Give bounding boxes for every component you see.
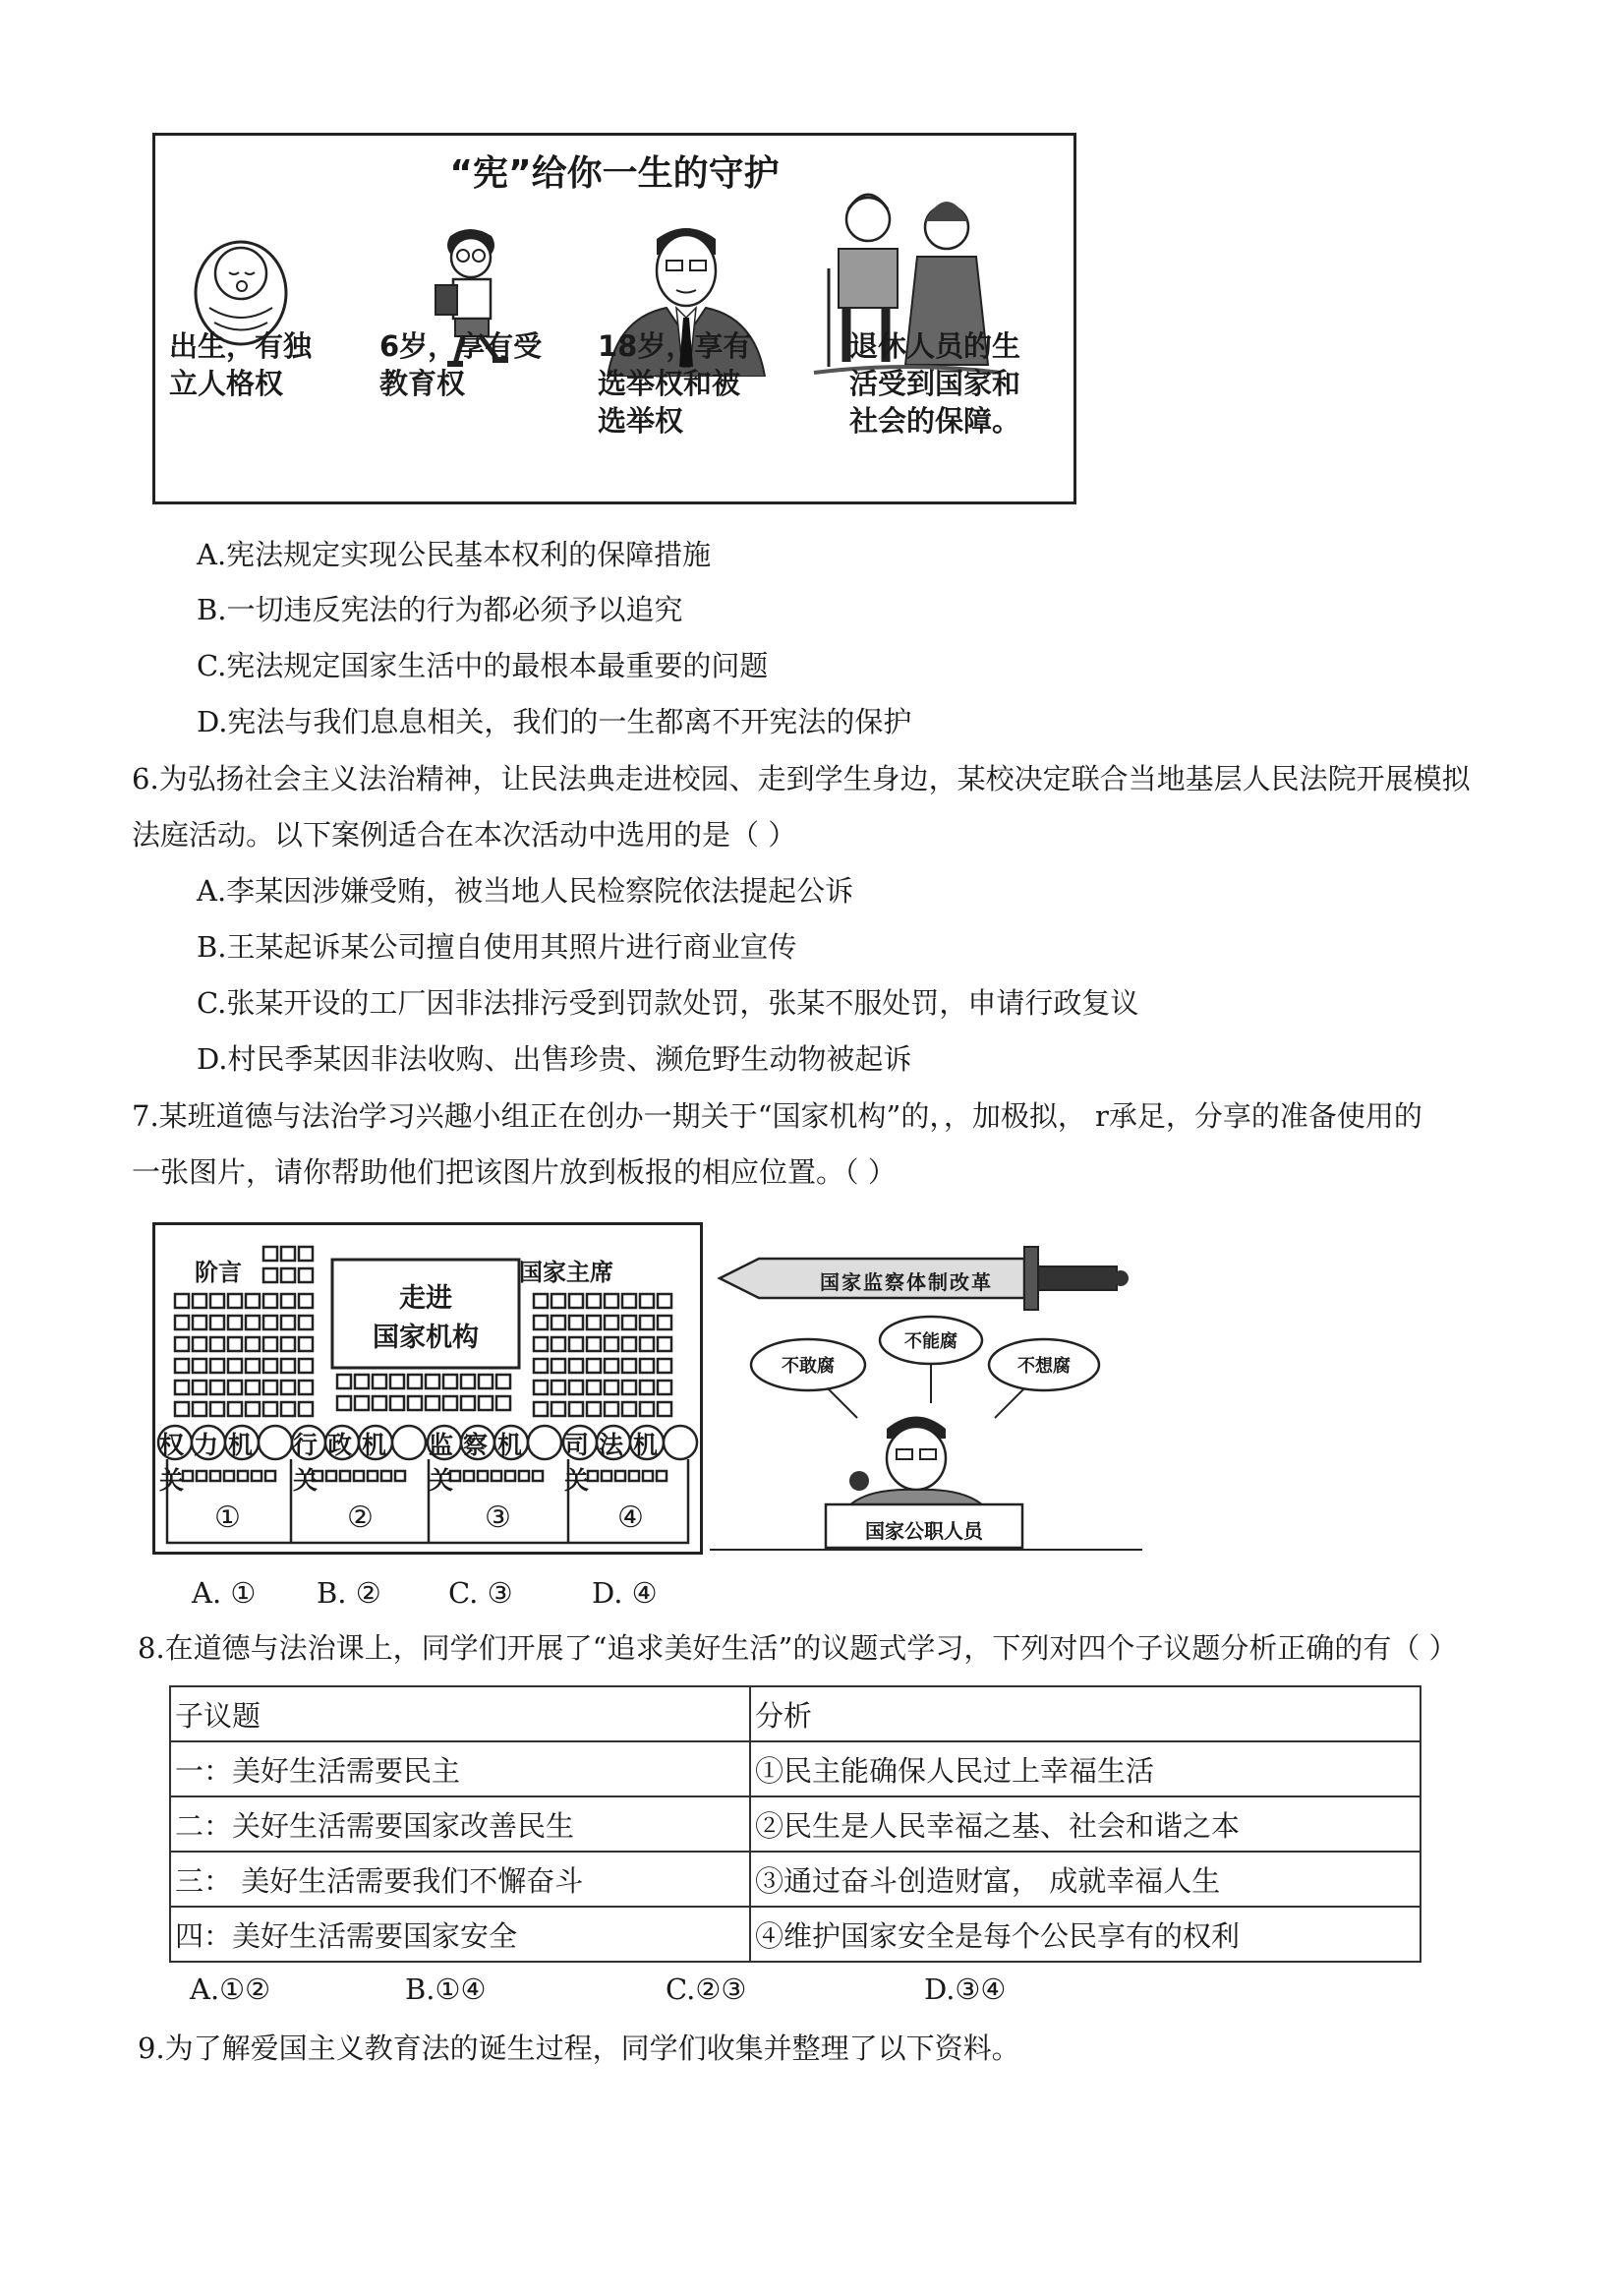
q6-option-c[interactable]: C.张某开设的工厂因非法排污受到罚款处罚，张某不服处罚，申请行政复议 <box>197 986 1139 1020</box>
q7-stem-line1: 7.某班道德与法治学习兴趣小组正在创办一期关于“国家机构”的，，加极拟， r承足，分享的准备使用的 <box>132 1099 1422 1133</box>
table-header-cell: 分析 <box>750 1686 1421 1741</box>
table-cell: ④维护国家安全是每个公民享有的权利 <box>750 1907 1421 1962</box>
board-organ-judicial: 司法机关 <box>564 1431 668 1495</box>
q5-option-c[interactable]: C.宪法规定国家生活中的最根本最重要的问题 <box>197 649 769 682</box>
board-organ-legislative: 权力机关 <box>159 1431 263 1495</box>
q6-stem-line1: 6.为弘扬社会主义法治精神，让民法典走进校园、走到学生身边，某校决定联合当地基层人民法院开展模拟 <box>132 762 1471 795</box>
q8-option-a[interactable]: A.①② <box>190 1972 271 2006</box>
table-cell: 三： 美好生活需要我们不懈奋斗 <box>170 1852 750 1907</box>
q8-option-d[interactable]: D.③④ <box>924 1972 1007 2006</box>
state-organs-board-figure <box>152 1222 703 1555</box>
constitution-lifetime-figure <box>152 133 1076 504</box>
table-header-row <box>170 1686 1421 1741</box>
q6-option-a[interactable]: A.李某因涉嫌受贿，被当地人民检察院依法提起公诉 <box>197 874 854 908</box>
board-left-label: 阶言 <box>195 1259 242 1286</box>
table-cell: 四：美好生活需要国家安全 <box>170 1907 750 1962</box>
table-cell: 一：美好生活需要民主 <box>170 1741 750 1796</box>
q6-stem-line2: 法庭活动。以下案例适合在本次活动中选用的是（ ） <box>132 818 797 852</box>
board-slot-4[interactable]: ④ <box>617 1501 644 1535</box>
q7-stem-line2: 一张图片，请你帮助他们把该图片放到板报的相应位置。（ ） <box>132 1155 897 1189</box>
figure-title: “宪”给你一生的守护 <box>449 153 780 194</box>
sub-topic-table <box>169 1685 1421 1963</box>
q5-option-d[interactable]: D.宪法与我们息息相关，我们的一生都离不开宪法的保护 <box>197 705 912 738</box>
table-row <box>170 1907 1421 1962</box>
table-cell: ②民生是人民幸福之基、社会和谐之本 <box>750 1796 1421 1852</box>
stage-age6-caption: 6岁，享有受教育权 <box>379 329 543 400</box>
table-cell: ①民主能确保人民过上幸福生活 <box>750 1741 1421 1796</box>
bubble-right-text: 不想腐 <box>1017 1356 1071 1377</box>
board-organ-supervisory: 监察机关 <box>429 1431 533 1495</box>
q5-option-b[interactable]: B.一切违反宪法的行为都必须予以追究 <box>197 593 683 626</box>
sword-text: 国家监察体制改革 <box>820 1270 993 1294</box>
table-row <box>170 1852 1421 1907</box>
board-right-label: 国家主席 <box>519 1259 613 1286</box>
board-center-title-1: 走进 <box>399 1283 452 1314</box>
q8-option-b[interactable]: B.①④ <box>405 1972 487 2006</box>
table-row <box>170 1741 1421 1796</box>
table-cell: ③通过奋斗创造财富， 成就幸福人生 <box>750 1852 1421 1907</box>
stage-birth-caption: 出生，有独立人格权 <box>169 329 313 400</box>
board-slot-3[interactable]: ③ <box>485 1501 511 1535</box>
q7-option-b[interactable]: B. ② <box>317 1576 381 1610</box>
bubble-top-text: 不能腐 <box>904 1331 957 1352</box>
q6-option-b[interactable]: B.王某起诉某公司擅自使用其照片进行商业宣传 <box>197 930 797 964</box>
q7-option-d[interactable]: D. ④ <box>592 1576 658 1610</box>
q5-option-a[interactable]: A.宪法规定实现公民基本权利的保障措施 <box>197 538 712 571</box>
desk-label: 国家公职人员 <box>865 1519 983 1543</box>
table-header-cell: 子议题 <box>170 1686 750 1741</box>
q7-option-c[interactable]: C. ③ <box>448 1576 513 1610</box>
table-cell: 二：关好生活需要国家改善民生 <box>170 1796 750 1852</box>
stage-retirement-caption: 退休人员的生活受到国家和社会的保障。 <box>849 329 1021 438</box>
board-slot-1[interactable]: ① <box>214 1501 241 1535</box>
board-center-title-2: 国家机构 <box>373 1323 479 1353</box>
stage-age18-caption: 18岁，享有选举权和被选举权 <box>598 329 752 438</box>
table-row <box>170 1796 1421 1852</box>
q8-stem: 8.在道德与法治课上，同学们开展了“追求美好生活”的议题式学习，下列对四个子议题分析正确的有（ ） <box>138 1631 1458 1665</box>
q8-option-c[interactable]: C.②③ <box>666 1972 747 2006</box>
q6-option-d[interactable]: D.村民季某因非法收购、出售珍贵、濒危野生动物被起诉 <box>197 1042 912 1076</box>
board-slot-2[interactable]: ② <box>347 1501 374 1535</box>
board-organ-executive: 行政机关 <box>293 1431 397 1495</box>
bubble-left-text: 不敢腐 <box>782 1356 835 1377</box>
q7-option-a[interactable]: A. ① <box>192 1576 257 1610</box>
supervision-reform-cartoon <box>710 1217 1142 1557</box>
q9-stem: 9.为了解爱国主义教育法的诞生过程，同学们收集并整理了以下资料。 <box>138 2031 1020 2065</box>
